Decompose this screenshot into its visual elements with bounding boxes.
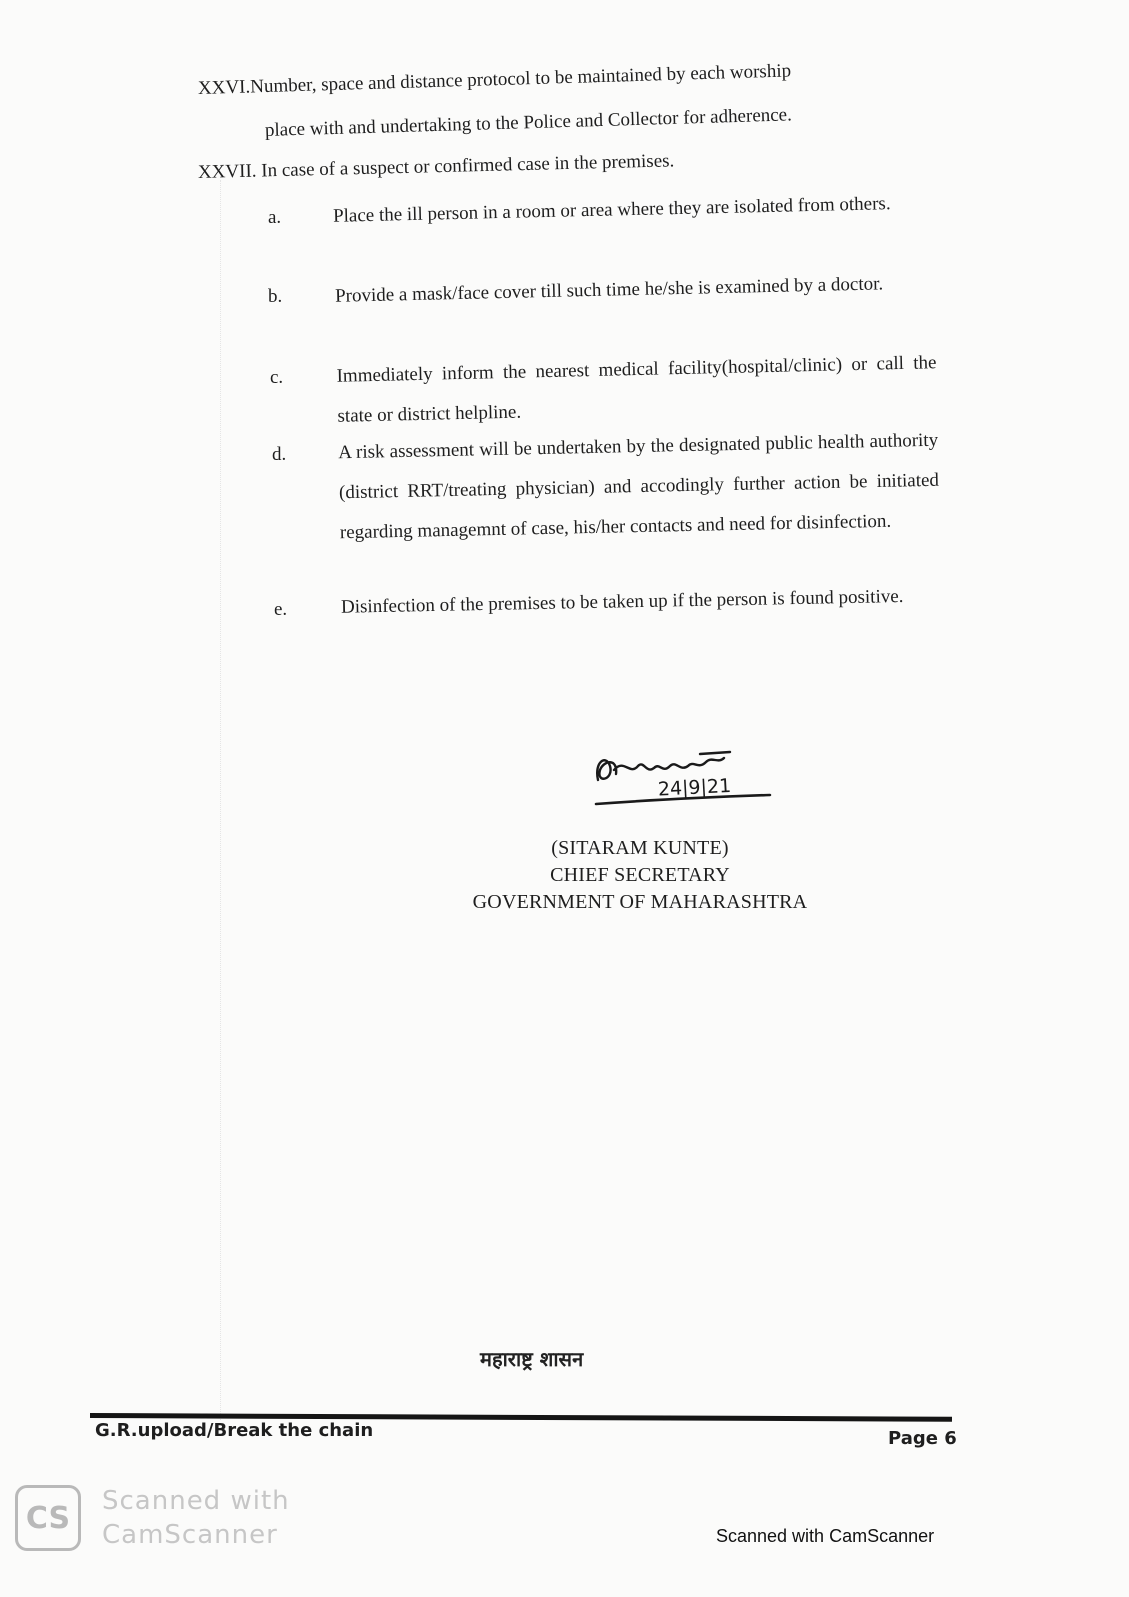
signatory-name: (SITARAM KUNTE) <box>551 837 729 859</box>
list-item-text: A risk assessment will be undertaken by the designated public health authority (district RRT/treating physician) and accodingly further action be initiated regarding managemnt of case, his/her contacts and need for disinfection. <box>337 429 940 544</box>
signature-date: 24|9|21 <box>657 774 732 801</box>
paragraph-xxvi-line2: place with and undertaking to the Police and Collector for adherence. <box>264 104 793 141</box>
paragraph-xxvi-line1: XXVI.Number, space and distance protocol to be maintained by each worship <box>197 60 792 99</box>
watermark-line2: CamScanner <box>102 1520 278 1550</box>
list-item-marker: e. <box>274 599 288 620</box>
list-item-text: Disinfection of the premises to be taken up if the person is found positive. <box>340 585 904 618</box>
signature-mark <box>590 740 790 820</box>
list-item-marker: d. <box>272 444 287 465</box>
list-item-marker: a. <box>268 207 282 228</box>
marathi-seal-text: महाराष्ट्र शासन <box>480 1347 584 1371</box>
footer-reference: G.R.upload/Break the chain <box>95 1420 374 1441</box>
list-item-marker: c. <box>270 367 284 388</box>
list-item-text: Place the ill person in a room or area where they are isolated from others. <box>332 193 891 227</box>
watermark-line1: Scanned with <box>102 1486 290 1516</box>
scanned-with-label: Scanned with CamScanner <box>716 1526 935 1546</box>
list-item-text: Immediately inform the nearest medical facility(hospital/clinic) or call the state or district helpline. <box>336 352 937 427</box>
paragraph-xxvii: XXVII. In case of a suspect or confirmed case in the premises. <box>197 150 675 183</box>
camscanner-watermark <box>102 1484 290 1552</box>
list-item-text: Provide a mask/face cover till such time he/she is examined by a doctor. <box>334 273 884 307</box>
scan-edge-artifact <box>220 180 231 1420</box>
signatory-block <box>440 835 840 916</box>
signatory-designation: CHIEF SECRETARY <box>550 864 730 886</box>
camscanner-logo-icon: CS <box>15 1485 81 1551</box>
footer-page-number: Page 6 <box>888 1428 957 1449</box>
signatory-organization: GOVERNMENT OF MAHARASHTRA <box>472 891 808 913</box>
list-item-marker: b. <box>268 286 283 307</box>
